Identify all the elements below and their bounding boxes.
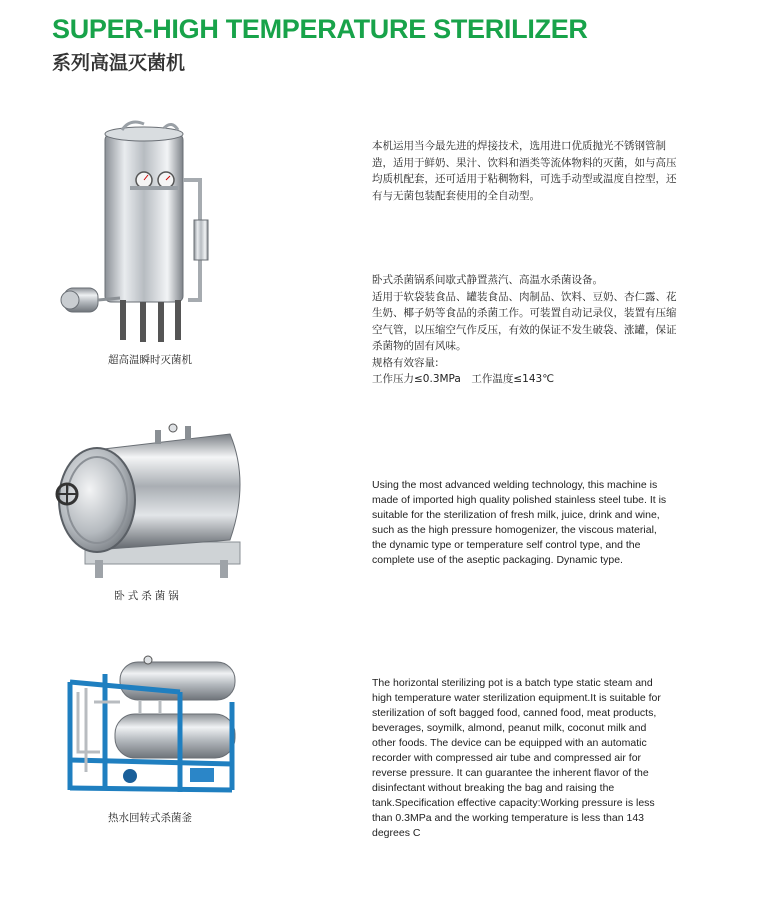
rotary-sterilizer-image — [60, 652, 245, 802]
rotary-description-en: The horizontal sterilizing pot is a batch type static steam and high temperature water sterilization equipment.It is suitable for sterilization of soft bagged food, canned food, meat products, beverages, soymilk, almond, peanut milk, coconut milk and other foods. The device can be equipped with an automatic recorder with compressed air tube and compressed air for reverse pressure. It can guarantee the inherent flavor of the disinfectant without breaking the bag and raising the tank.Specification effective capacity:Working pressure is less than 0.3MPa and the working temperature is less than 143 degrees C — [372, 677, 661, 839]
uht-description-cn: 本机运用当今最先进的焊接技术，选用进口优质抛光不锈钢管制造，适用于鲜奶、果汁、饮料和酒类等流体物料的灭菌，如与高压均质机配套，还可适用于粘稠物料，可选手动型或温度自控型，还有与无菌包装配套使用的全自动型。 — [372, 140, 677, 202]
page-title-en: SUPER-HIGH TEMPERATURE STERILIZER — [52, 14, 588, 44]
uht-description-en: Using the most advanced welding technology, this machine is made of imported high quality polished stainless steel tube. It is suitable for the sterilization of fresh milk, juice, drink and wine, such as the high pressure homogenizer, the viscous material, the dynamic type or temperature self control type, and the complete use of the aseptic packaging. Dynamic type. — [372, 479, 667, 566]
horizontal-desc-line-1: 卧式杀菌锅系间歇式静置蒸汽、高温水杀菌设备。 — [372, 274, 603, 286]
horizontal-desc-line-2: 适用于软袋装食品、罐装食品、肉制品、饮料、豆奶、杏仁露、花生奶、椰子奶等食品的杀菌工作。可装置自动记录仪，装置有压缩空气管，以压缩空气作反压，有效的保证不发生破袋、涨罐，保证杀菌物的固有风味。 — [372, 290, 677, 352]
horizontal-sterilizer-image — [45, 422, 250, 582]
horizontal-description-cn — [372, 272, 682, 388]
page-title-cn: 系列高温灭菌机 — [52, 52, 186, 74]
product-caption-rotary: 热水回转式杀菌釜 — [108, 812, 192, 824]
product-caption-uht: 超高温瞬时灭菌机 — [108, 354, 192, 366]
uht-sterilizer-image — [60, 120, 220, 345]
horizontal-desc-spec-values: 工作压力≤0.3MPa 工作温度≤143℃ — [372, 373, 554, 385]
horizontal-desc-spec-label: 规格有效容量: — [372, 356, 439, 369]
product-caption-horizontal: 卧式杀菌锅 — [114, 590, 182, 602]
